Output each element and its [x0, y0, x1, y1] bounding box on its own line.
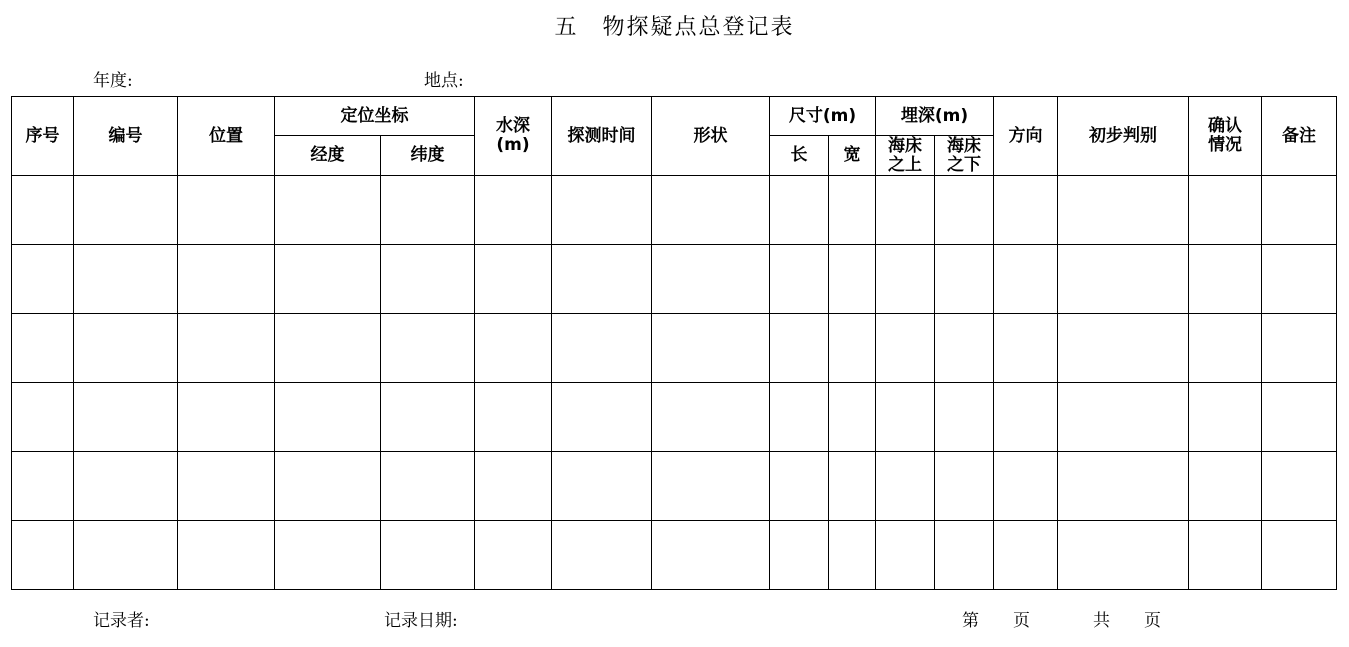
- table-cell: [552, 452, 652, 521]
- total-pages-label: 共 页: [1093, 611, 1161, 631]
- header-water-depth-line1: 水深: [496, 116, 530, 136]
- table-cell: [12, 521, 74, 590]
- table-cell: [552, 245, 652, 314]
- record-date-label: 记录日期:: [384, 611, 458, 631]
- header-below-seabed: [935, 136, 994, 176]
- table-cell: [829, 383, 876, 452]
- header-width: 宽: [829, 136, 876, 176]
- table-cell: [829, 314, 876, 383]
- table-cell: [74, 245, 178, 314]
- header-water-depth-line2: (m): [496, 135, 530, 155]
- table-cell: [381, 383, 475, 452]
- recorder-label: 记录者:: [93, 611, 150, 631]
- year-label: 年度:: [93, 71, 133, 91]
- table-cell: [475, 314, 552, 383]
- table-cell: [652, 176, 770, 245]
- table-body: [12, 176, 1337, 590]
- header-seq: 序号: [12, 97, 74, 176]
- table-cell: [1262, 383, 1337, 452]
- table-cell: [652, 245, 770, 314]
- table-cell: [1189, 383, 1262, 452]
- table-cell: [74, 521, 178, 590]
- table-cell: [74, 383, 178, 452]
- table-cell: [1189, 245, 1262, 314]
- header-length: 长: [770, 136, 829, 176]
- header-water-depth: [475, 97, 552, 176]
- table-cell: [381, 245, 475, 314]
- table-cell: [275, 452, 381, 521]
- table-cell: [1058, 452, 1189, 521]
- header-above-seabed-line2: 之上: [888, 154, 923, 175]
- table-cell: [74, 452, 178, 521]
- header-above-seabed-line1: 海床: [888, 135, 923, 156]
- table-cell: [12, 245, 74, 314]
- table-cell: [876, 314, 935, 383]
- table-cell: [652, 521, 770, 590]
- header-detect-time: 探测时间: [552, 97, 652, 176]
- table-row: [12, 176, 1337, 245]
- table-cell: [178, 383, 275, 452]
- header-coordinates-group: 定位坐标: [275, 97, 475, 136]
- table-cell: [770, 314, 829, 383]
- table-cell: [935, 314, 994, 383]
- table-cell: [935, 245, 994, 314]
- table-row: [12, 245, 1337, 314]
- header-preliminary: 初步判别: [1058, 97, 1189, 176]
- table-cell: [1058, 521, 1189, 590]
- table-cell: [994, 521, 1058, 590]
- table-cell: [381, 176, 475, 245]
- table-cell: [1058, 314, 1189, 383]
- table-cell: [178, 521, 275, 590]
- table-cell: [552, 176, 652, 245]
- table-cell: [1189, 176, 1262, 245]
- table-cell: [876, 383, 935, 452]
- table-row: [12, 521, 1337, 590]
- table-cell: [994, 245, 1058, 314]
- table-cell: [1262, 314, 1337, 383]
- header-confirm: [1189, 97, 1262, 176]
- table-cell: [178, 452, 275, 521]
- table-cell: [1058, 245, 1189, 314]
- table-cell: [552, 314, 652, 383]
- table-cell: [1189, 452, 1262, 521]
- table-cell: [829, 452, 876, 521]
- header-confirm-line2: 情况: [1208, 135, 1243, 155]
- table-cell: [829, 176, 876, 245]
- table-cell: [475, 521, 552, 590]
- header-below-seabed-line1: 海床: [947, 135, 982, 156]
- table-row: [12, 452, 1337, 521]
- table-cell: [876, 176, 935, 245]
- table-cell: [12, 452, 74, 521]
- header-direction: 方向: [994, 97, 1058, 176]
- table-cell: [876, 452, 935, 521]
- table-cell: [652, 452, 770, 521]
- table-cell: [178, 245, 275, 314]
- table-cell: [770, 521, 829, 590]
- table-cell: [652, 383, 770, 452]
- header-above-seabed: [876, 136, 935, 176]
- table-cell: [552, 383, 652, 452]
- page-number-label: 第 页: [962, 611, 1030, 631]
- form-title: 五 物探疑点总登记表: [554, 15, 795, 40]
- header-confirm-line1: 确认: [1208, 116, 1243, 136]
- header-latitude: 纬度: [381, 136, 475, 176]
- header-position: 位置: [178, 97, 275, 176]
- table-cell: [1189, 521, 1262, 590]
- table-cell: [475, 245, 552, 314]
- table-cell: [12, 176, 74, 245]
- table-cell: [475, 176, 552, 245]
- header-size-group: 尺寸(m): [770, 97, 876, 136]
- table-cell: [1262, 452, 1337, 521]
- table-cell: [770, 245, 829, 314]
- header-shape: 形状: [652, 97, 770, 176]
- header-burial-group: 埋深(m): [876, 97, 994, 136]
- table-cell: [994, 314, 1058, 383]
- table-cell: [829, 245, 876, 314]
- table-cell: [552, 521, 652, 590]
- header-remarks: 备注: [1262, 97, 1337, 176]
- table-cell: [475, 383, 552, 452]
- table-cell: [770, 383, 829, 452]
- table-cell: [994, 176, 1058, 245]
- table-row: [12, 314, 1337, 383]
- table-cell: [935, 452, 994, 521]
- table-cell: [829, 521, 876, 590]
- table-cell: [1262, 521, 1337, 590]
- table-cell: [770, 176, 829, 245]
- table-cell: [74, 176, 178, 245]
- header-code: 编号: [74, 97, 178, 176]
- table-cell: [275, 521, 381, 590]
- table-cell: [381, 452, 475, 521]
- table-cell: [935, 176, 994, 245]
- table-cell: [275, 245, 381, 314]
- table-cell: [876, 521, 935, 590]
- table-cell: [381, 314, 475, 383]
- table-cell: [1189, 314, 1262, 383]
- table-cell: [876, 245, 935, 314]
- table-cell: [1058, 383, 1189, 452]
- table-cell: [1262, 245, 1337, 314]
- location-label: 地点:: [424, 71, 464, 91]
- table-cell: [12, 314, 74, 383]
- table-cell: [12, 383, 74, 452]
- table-cell: [275, 314, 381, 383]
- table-cell: [652, 314, 770, 383]
- table-row: [12, 383, 1337, 452]
- table-cell: [178, 176, 275, 245]
- table-cell: [381, 521, 475, 590]
- table-cell: [74, 314, 178, 383]
- table-cell: [1058, 176, 1189, 245]
- table-cell: [994, 383, 1058, 452]
- table-cell: [1262, 176, 1337, 245]
- table-cell: [935, 521, 994, 590]
- header-below-seabed-line2: 之下: [947, 154, 982, 175]
- table-cell: [275, 383, 381, 452]
- table-cell: [935, 383, 994, 452]
- table-cell: [994, 452, 1058, 521]
- table-cell: [178, 314, 275, 383]
- table-cell: [275, 176, 381, 245]
- header-longitude: 经度: [275, 136, 381, 176]
- registration-table: [11, 96, 1337, 590]
- table-cell: [475, 452, 552, 521]
- table-cell: [770, 452, 829, 521]
